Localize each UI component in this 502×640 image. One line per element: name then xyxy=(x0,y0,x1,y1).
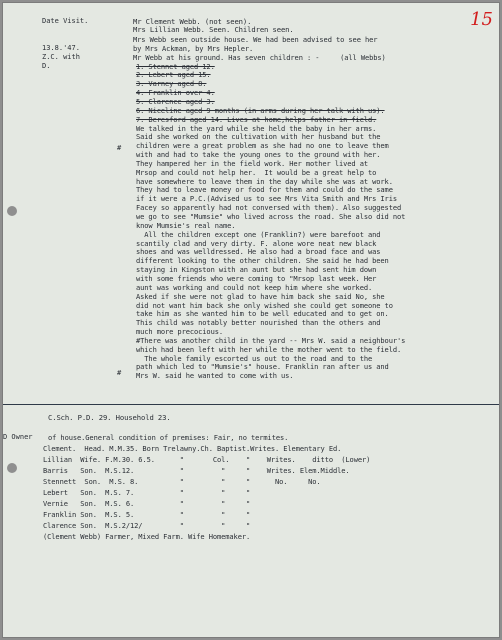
note-line: Asked if she were not glad to have him back she said No, she xyxy=(136,291,385,301)
census-line: Barris Son. M.S.12. " " " Writes. Elem.Middle. xyxy=(43,466,350,475)
note-line: 2. Lebert aged 15. xyxy=(136,70,211,80)
note-line: They had to leave money or food for them and could do the same xyxy=(136,185,393,195)
date-visit-label: Date Visit. xyxy=(42,17,89,25)
census-line: of house.General condition of premises: Fair, no termites. xyxy=(48,433,289,442)
census-line: Lebert Son. M.S. 7. " " " xyxy=(43,488,251,497)
note-line: if it were a P.C.(Advised us to see Mrs Vita Smith and Mrs Iris xyxy=(136,194,397,204)
note-line: with and had to take the young ones to the ground with her. xyxy=(136,150,381,160)
note-line: we go to see "Mumsie" who lived across the road. She also did not xyxy=(136,212,406,221)
hash-mark: # xyxy=(117,369,122,377)
note-line: #There was another child in the yard -- Mrs W. said a neighbour's xyxy=(136,335,406,345)
census-header: C.Sch. P.D. 29. Household 23. xyxy=(48,413,171,422)
note-line: aunt was working and could not keep him where she worked. xyxy=(136,282,373,292)
note-line: staying in Kingston with an aunt but she had sent him down xyxy=(136,265,377,275)
census-line: Clement. Head. M.M.35. Born Trelawny.Ch. Baptist.Writes. Elementary Ed. xyxy=(43,444,342,453)
note-line: children were a great problem as she had no one to leave them xyxy=(136,141,389,151)
note-line: Mrs Webb seen outside house. We had been advised to see her xyxy=(133,35,378,44)
note-line: Mrs Lillian Webb. Seen. Children seen. xyxy=(133,25,294,34)
note-line: different looking to the other children. She said he had been xyxy=(136,256,389,266)
note-line: 6. Niceline aged 9 months (in arms during her talk with us). xyxy=(136,105,385,115)
note-line: path which led to "Mumsie's" house. Franklin ran after us and xyxy=(136,362,389,372)
census-line: Vernie Son. M.S. 6. " " " xyxy=(43,499,251,508)
note-line: They hampered her in the field work. Her mother lived at xyxy=(136,158,368,168)
note-line: which had been left with her while the mother went to the field. xyxy=(136,344,402,354)
note-line: Said she worked on the cultivation with her husband but the xyxy=(136,132,381,142)
note-line: 5. Clarence aged 3. xyxy=(136,96,215,106)
section-divider xyxy=(3,404,499,405)
page-number-stamp: 15 xyxy=(470,9,493,30)
census-line: (Clement Webb) Farmer, Mixed Farm. Wife Homemaker. xyxy=(43,532,251,541)
punch-hole xyxy=(7,206,17,216)
note-line: with some friends who were coming to "Mrsop last week. Her xyxy=(136,273,377,283)
census-line: Clarence Son. M.S.2/12/ " " " xyxy=(43,521,251,530)
note-line: did not want him back she only wished she could get someone to xyxy=(136,300,393,310)
note-line: 1. Stennet aged 12. xyxy=(136,61,215,71)
punch-hole xyxy=(7,463,17,473)
note-line: know Mumsie's real name. xyxy=(136,220,236,230)
note-line: shoes and was welldressed. He also had a broad face and was xyxy=(136,247,381,257)
note-line: Mrsop and could not help her. It would be a great help to xyxy=(136,167,377,177)
document-page xyxy=(3,3,499,637)
visitors: Z.C. with xyxy=(42,53,80,61)
census-margin-note: D Owner xyxy=(3,433,33,441)
note-line: 3. Varney aged 8. xyxy=(136,79,207,89)
note-line: 7. Beresford aged 14. Lives at home,helps father in field. xyxy=(136,114,377,124)
note-line: This child was notably better nourished than the others and xyxy=(136,318,381,328)
note-line: Mr Webb at his ground. Has seven children : - (all Webbs) xyxy=(133,52,386,62)
note-line: have somewhere to leave them in the day while she was at work. xyxy=(136,176,393,186)
note-line: take him as she wanted him to be well educated and to get on. xyxy=(136,309,389,319)
note-line: 4. Franklin over 4. xyxy=(136,88,215,98)
note-line: Mrs W. said he wanted to come with us. xyxy=(136,371,294,381)
census-line: Lillian Wife. F.M.30. 6.5. " Col. " Writes. ditto (Lower) xyxy=(43,455,371,464)
note-line: much more precocious. xyxy=(136,327,223,337)
visit-date: 13.8.'47. xyxy=(42,44,80,52)
note-line: scantily clad and very dirty. F. alone wore neat new black xyxy=(136,238,377,248)
note-line: All the children except one (Franklin?) were barefoot and xyxy=(136,229,381,239)
note-line: by Mrs Ackman, by Mrs Hepler. xyxy=(133,43,254,53)
visitor-initial: D. xyxy=(42,62,51,70)
census-line: Stennett Son. M.S. 8. " " " No. No. xyxy=(43,477,321,486)
census-line: Franklin Son. M.S. 5. " " " xyxy=(43,510,251,519)
note-line: Facey so apparently had not conversed with them). Also suggested xyxy=(136,203,402,213)
note-line: We talked in the yard while she held the baby in her arms. xyxy=(136,123,377,133)
note-line: Mr Clement Webb. (not seen). xyxy=(133,17,252,26)
hash-mark: # xyxy=(117,144,122,152)
note-line: The whole family escorted us out to the road and to the xyxy=(136,353,373,363)
